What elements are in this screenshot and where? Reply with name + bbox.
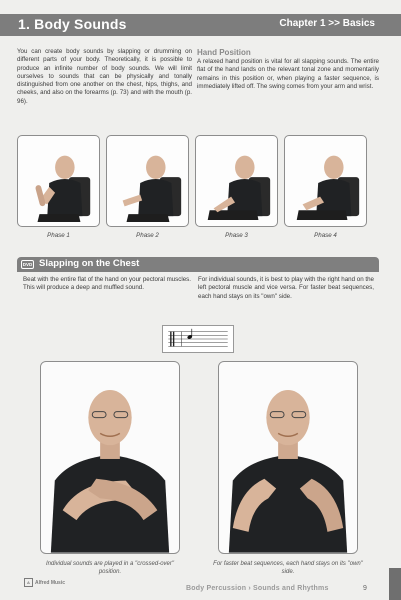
phase-4-caption: Phase 4 [314, 232, 337, 239]
footer-book-title: Body Percussion › Sounds and Rhythms [186, 585, 329, 592]
hand-position-text: A relaxed hand position is vital for all slapping sounds. The entire flat of the hand lands on the relevant tonal zone and momentarily remains in this position or, when playing a faster sequence, is immediately lifted off. The swing comes from your arm and wrist. [197, 58, 379, 90]
crossed-over-caption: Individual sounds are played in a "crossed-over" position. [46, 561, 174, 575]
publisher-name: Alfred Music [35, 579, 66, 586]
phase-1-photo [17, 135, 100, 227]
own-side-photo [218, 361, 358, 554]
crossed-over-photo [40, 361, 180, 554]
section-header-bar [17, 257, 379, 272]
own-side-caption: For faster beat sequences, each hand stays on its "own" side. [213, 561, 363, 575]
dvd-badge: DVD [22, 262, 33, 267]
page-edge-tab [389, 568, 401, 600]
music-notation [162, 325, 234, 353]
page-number: 9 [363, 585, 367, 592]
section-title: Slapping on the Chest [39, 258, 140, 269]
chest-right-text: For individual sounds, it is best to play with the right hand on the left pectoral muscle and vice versa. For faster beat sequences, each hand stays on its "own" side. [198, 276, 374, 300]
phase-2-photo [106, 135, 189, 227]
page-title: 1. Body Sounds [18, 16, 127, 32]
phase-2-caption: Phase 2 [136, 232, 159, 239]
hand-position-block [197, 48, 379, 91]
page-header-band [0, 14, 401, 36]
phase-3-caption: Phase 3 [225, 232, 248, 239]
publisher-logo-icon: A [24, 578, 33, 587]
hand-position-heading: Hand Position [197, 48, 251, 57]
phase-3-photo [195, 135, 278, 227]
phase-1-caption: Phase 1 [47, 232, 70, 239]
publisher-logo [24, 578, 65, 587]
intro-paragraph: You can create body sounds by slapping or drumming on different parts of your body. Theoretically, it is possible to produce an infinite number of body sounds. We will limit ourselves to sounds that can be physically and tonally distinguished from one another on the chest, hips, thighs, and cheeks, and also on the forearms (p. 73) and with the mouth (p. 96). [17, 48, 192, 105]
phase-4-photo [284, 135, 367, 227]
chapter-label: Chapter 1 >> Basics [279, 18, 375, 29]
chest-left-text: Beat with the entire flat of the hand on your pectoral muscles. This will produce a deep and muffled sound. [23, 276, 191, 292]
